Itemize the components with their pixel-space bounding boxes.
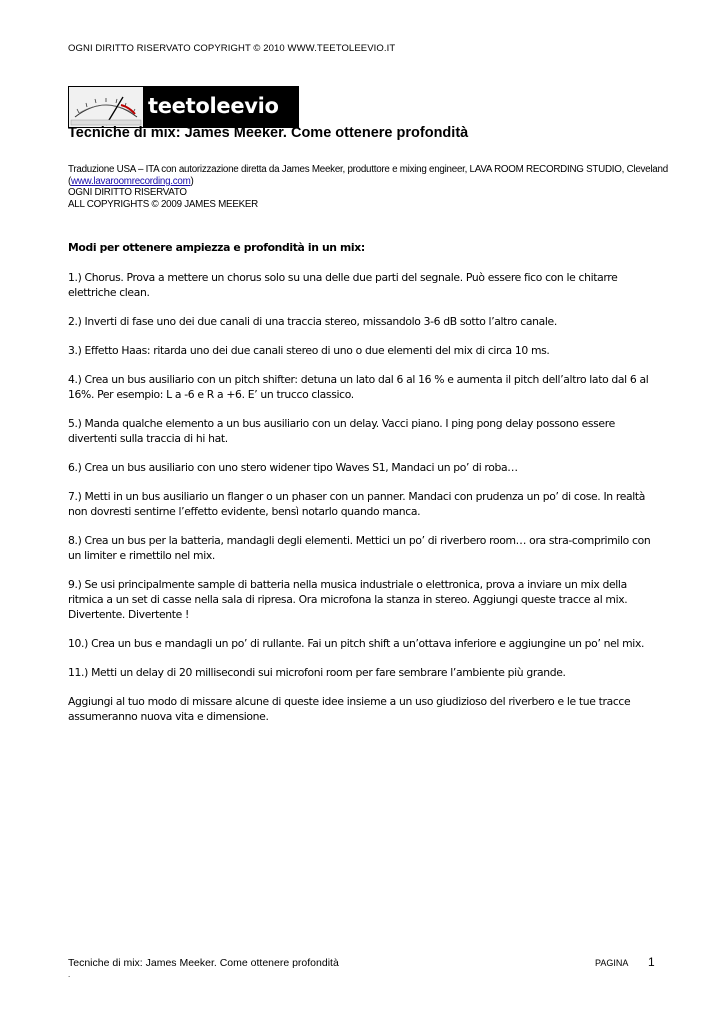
paragraph: Aggiungi al tuo modo di missare alcune di queste idee insieme a un uso giudizioso del riverbero e le tue tracce assumeranno nuova vita e dimensione. xyxy=(68,695,631,723)
header-copyright: OGNI DIRITTO RISERVATO COPYRIGHT © 2010 WWW.TEETOLEEVIO.IT xyxy=(68,43,396,54)
paragraph: 9.) Se usi principalmente sample di batteria nella musica industriale o elettronica, prova a inviare un mix della ritmica a un set di casse nella sala di ripresa. Ora microfona la stanza in stereo. Aggiungi queste tracce al mix. Divertente. Divertente ! xyxy=(68,578,628,621)
footer-dot: . xyxy=(68,970,71,979)
footer-page-label: PAGINA xyxy=(595,958,629,968)
page-title: Tecniche di mix: James Meeker. Come ottenere profondità xyxy=(68,125,469,141)
article-body xyxy=(68,240,658,724)
paragraph: 1.) Chorus. Prova a mettere un chorus solo su una delle due parti del segnale. Può essere fico con le chitarre elettriche clean. xyxy=(68,271,618,299)
credits-translation: Traduzione USA – ITA con autorizzazione diretta da James Meeker, produttore e mixing engineer, LAVA ROOM RECORDING STUDIO, Cleveland xyxy=(68,164,668,175)
paragraph: 2.) Inverti di fase uno dei due canali di una traccia stereo, missandolo 3-6 dB sotto l’altro canale. xyxy=(68,315,557,328)
section-heading: Modi per ottenere ampiezza e profondità in un mix: xyxy=(68,241,365,254)
paragraph: 7.) Metti in un bus ausiliario un flanger o un phaser con un panner. Mandaci con prudenza un po’ di cose. In realtà non dovresti sentirne l’effetto evidente, bensì notarlo quando manca. xyxy=(68,490,646,518)
credits-link-open: ( xyxy=(68,175,72,187)
paragraph: 8.) Crea un bus per la batteria, mandagli degli elementi. Mettici un po’ di riverbero room… ora stra-comprimilo con un limiter e rimettilo nel mix. xyxy=(68,534,651,562)
vu-meter-icon xyxy=(69,87,143,127)
logo-text: teetoleevio xyxy=(148,94,279,118)
paragraph: 5.) Manda qualche elemento a un bus ausiliario con un delay. Vacci piano. I ping pong delay possono essere divertenti sulla traccia di hi hat. xyxy=(68,417,615,445)
credits-link-close: ) xyxy=(190,175,194,187)
credits-link-line xyxy=(68,176,668,188)
paragraph: 3.) Effetto Haas: ritarda uno dei due canali stereo di uno o due elementi del mix di circa 10 ms. xyxy=(68,344,550,357)
paragraph: 11.) Metti un delay di 20 millisecondi sui microfoni room per fare sembrare l’ambiente più grande. xyxy=(68,666,566,679)
paragraph: 10.) Crea un bus e mandagli un po’ di rullante. Fai un pitch shift a un’ottava inferiore e aggiungine un po’ nel mix. xyxy=(68,637,645,650)
credits-rights: OGNI DIRITTO RISERVATO xyxy=(68,187,187,198)
logo xyxy=(68,86,299,128)
footer-title: Tecniche di mix: James Meeker. Come ottenere profondità xyxy=(68,957,339,969)
paragraph: 6.) Crea un bus ausiliario con uno stero widener tipo Waves S1, Mandaci un po’ di roba… xyxy=(68,461,518,474)
paragraph: 4.) Crea un bus ausiliario con un pitch shifter: detuna un lato dal 6 al 16 % e aumenta il pitch dell’altro lato dal 6 al 16%. Per esempio: L a -6 e R a +6. E’ un trucco classico. xyxy=(68,373,649,401)
credits-copyright: ALL COPYRIGHTS © 2009 JAMES MEEKER xyxy=(68,198,259,210)
credits-block xyxy=(68,164,668,210)
studio-website-link[interactable]: www.lavaroomrecording.com xyxy=(71,175,191,187)
footer-page-number: 1 xyxy=(648,955,655,969)
